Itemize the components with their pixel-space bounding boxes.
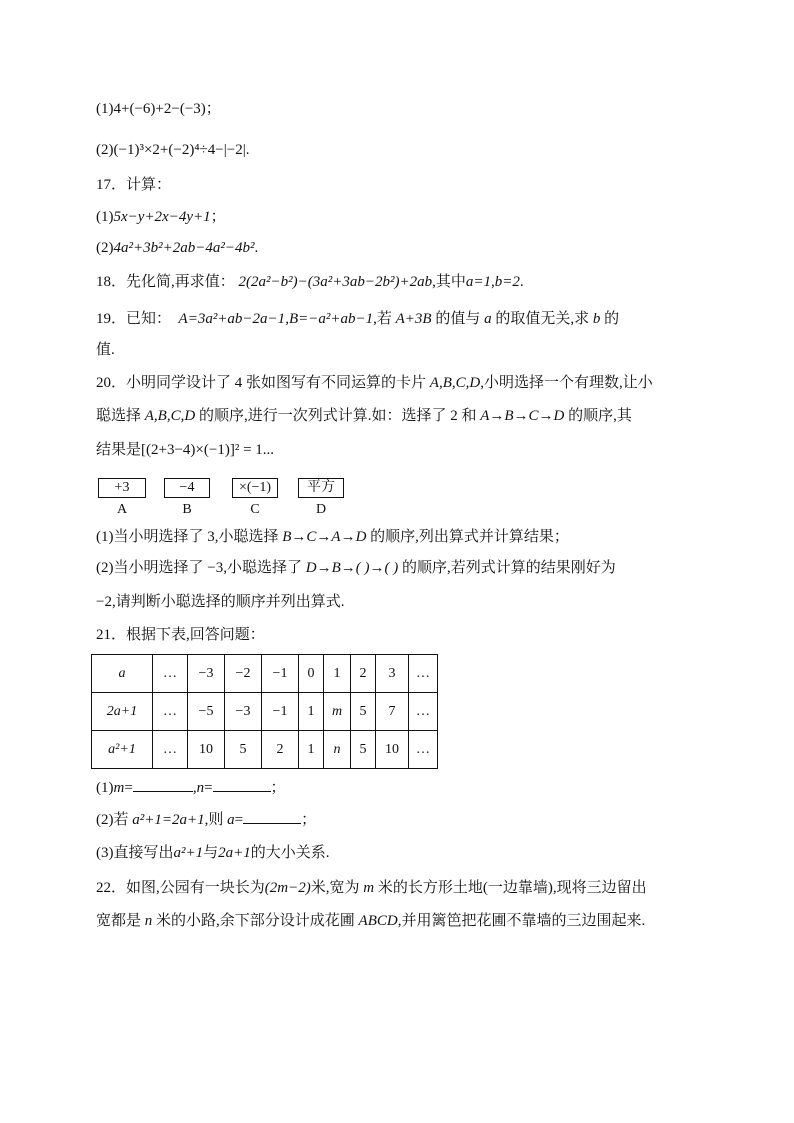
table-cell: … <box>153 693 188 731</box>
q19-line-2: 值. <box>96 342 115 358</box>
equals: = <box>204 780 213 796</box>
card-vars: A,B,C,D <box>429 375 481 391</box>
item-label: (1) <box>96 101 114 117</box>
answer-blank-m[interactable] <box>133 791 193 792</box>
q17-item-1 <box>96 207 226 227</box>
table-cell: 7 <box>376 693 409 731</box>
question-text: 米,宽为 <box>310 880 360 896</box>
card-d: 平方 <box>298 478 344 498</box>
table-cell: … <box>409 693 438 731</box>
question-text: ,小聪选择了 <box>223 560 302 576</box>
table-cell: a²+1 <box>92 731 153 769</box>
math-expression: 2(2a²−b²)−(3a²+3ab−2b²)+2ab <box>238 274 433 290</box>
table-cell: a <box>92 655 153 693</box>
variable-n: n <box>196 780 205 796</box>
question-text: 已知： <box>126 311 172 327</box>
question-text: ,则 <box>204 812 224 828</box>
table-cell: −1 <box>262 655 299 693</box>
q16-item-1 <box>96 99 221 119</box>
question-number: 22． <box>96 880 127 896</box>
punctuation: . <box>519 274 524 290</box>
question-text: 的顺序,若列式计算的结果刚好为 <box>401 560 616 576</box>
question-text: 宽都是 <box>96 913 142 929</box>
table-cell: −5 <box>188 693 225 731</box>
question-text: 的值与 <box>435 311 481 327</box>
condition: a=1,b=2 <box>465 274 520 290</box>
q18-line <box>96 272 524 292</box>
math-expression: 5x−y+2x−4y+1 <box>113 209 211 225</box>
q19-line-1 <box>96 309 619 329</box>
q22-line-2 <box>96 911 645 931</box>
question-text: 聪选择 <box>96 408 142 424</box>
q20-sub-2-cont <box>96 592 344 612</box>
question-text: ,并用篱笆把花圃不靠墙的三边围起来. <box>397 913 646 929</box>
table-cell: 5 <box>225 731 262 769</box>
q21-sub-3 <box>96 843 330 863</box>
card-c: ×(−1) <box>232 478 278 498</box>
card-c-label: C <box>250 502 260 517</box>
table-cell: −2 <box>225 655 262 693</box>
expression: 2a+1 <box>218 845 251 861</box>
punctuation: . <box>245 142 250 158</box>
table-cell: 5 <box>351 693 376 731</box>
table-cell: −3 <box>188 655 225 693</box>
card-a-label: A <box>116 502 128 517</box>
q20-sub-2 <box>96 558 616 578</box>
question-text: 的大小关系. <box>250 845 330 861</box>
question-text: 米的长方形土地(一边靠墙),现将三边留出 <box>377 880 647 896</box>
question-text: ,小明选择一个有理数,让小 <box>480 375 653 391</box>
table-cell: 10 <box>188 731 225 769</box>
table-cell: 1 <box>324 655 351 693</box>
value-table <box>91 654 438 769</box>
question-text: 米的小路,余下部分设计成花圃 <box>156 913 355 929</box>
punctuation: ； <box>301 812 317 828</box>
equals: = <box>234 812 244 828</box>
table-cell: … <box>409 731 438 769</box>
question-text: ,若 <box>373 311 392 327</box>
answer-blank-a[interactable] <box>243 823 301 824</box>
table-row <box>92 731 438 769</box>
question-text: 的取值无关,求 <box>495 311 590 327</box>
table-cell: … <box>153 731 188 769</box>
variable-b: b <box>592 311 601 327</box>
table-cell: −3 <box>225 693 262 731</box>
q21-sub-2 <box>96 810 316 830</box>
question-text: (2)若 <box>96 812 129 828</box>
question-number: 18． <box>96 274 127 290</box>
question-text: (3)直接写出 <box>96 845 174 861</box>
sequence: A→B→C→D <box>480 408 565 424</box>
separator: , <box>192 780 197 796</box>
question-text: 如图,公园有一块长为 <box>126 880 265 896</box>
variable-a: a <box>227 812 235 828</box>
question-text: 的 <box>604 311 620 327</box>
table-cell: … <box>153 655 188 693</box>
q20-line-1 <box>96 373 653 393</box>
table-cell: 2a+1 <box>92 693 153 731</box>
q21-title: 21．根据下表,回答问题： <box>96 627 265 643</box>
equals: = <box>124 780 133 796</box>
q20-line-3 <box>96 440 274 460</box>
question-text: 结果是 <box>96 442 142 458</box>
variable-m: m <box>113 780 125 796</box>
table-cell: 3 <box>376 655 409 693</box>
answer-blank-n[interactable] <box>213 791 271 792</box>
card-vars: A,B,C,D <box>144 408 196 424</box>
table-cell: 5 <box>351 731 376 769</box>
question-text: 的顺序,列出算式并计算结果； <box>370 529 569 545</box>
table-cell: 1 <box>299 731 324 769</box>
question-text: 小明同学设计了 4 张如图写有不同运算的卡片 <box>126 375 427 391</box>
math-expression: (−1)³×2+(−2)⁴÷4−|−2| <box>113 142 246 158</box>
table-cell: 10 <box>376 731 409 769</box>
question-number: 19． <box>96 311 127 327</box>
q17-item-2 <box>96 238 258 258</box>
table-cell: … <box>409 655 438 693</box>
punctuation: . <box>254 240 259 256</box>
item-label: (1) <box>96 209 114 225</box>
question-text: ,其中 <box>432 274 466 290</box>
example-expression: [(2+3−4)×(−1)]² = 1 <box>141 442 263 458</box>
question-text: (1)当小明选择了 3,小聪选择 <box>96 529 279 545</box>
question-text: ,请判断小聪选择的顺序并列出算式. <box>111 594 345 610</box>
table-cell: −1 <box>262 693 299 731</box>
question-text: 的顺序,其 <box>568 408 632 424</box>
expression: a²+1 <box>173 845 204 861</box>
q22-line-1 <box>96 878 647 898</box>
length-expression: (2m−2) <box>264 880 311 896</box>
table-cell: 0 <box>299 655 324 693</box>
ellipsis: ... <box>262 442 275 458</box>
punctuation: ； <box>205 101 221 117</box>
variable-a: a <box>484 311 492 327</box>
q20-sub-1 <box>96 527 569 547</box>
question-number: 20． <box>96 375 127 391</box>
question-text: 与 <box>203 845 219 861</box>
variable-m: m <box>363 880 375 896</box>
card-d-label: D <box>315 502 327 517</box>
math-expression: 4+(−6)+2−(−3) <box>113 101 206 117</box>
question-text: 的顺序,进行一次列式计算.如：选择了 2 和 <box>198 408 477 424</box>
expression-b: ,B=−a²+ab−1 <box>285 311 374 327</box>
equation: a²+1=2a+1 <box>132 812 205 828</box>
punctuation: ； <box>210 209 226 225</box>
expression-a: A=3a²+ab−2a−1 <box>178 311 286 327</box>
expression-a-3b: A+3B <box>395 311 432 327</box>
table-row <box>92 693 438 731</box>
table-row <box>92 655 438 693</box>
q16-item-2 <box>96 140 249 160</box>
card-b: −4 <box>164 478 210 498</box>
question-text: 先化简,再求值： <box>126 274 235 290</box>
garden-name: ABCD <box>358 913 398 929</box>
table-cell: n <box>324 731 351 769</box>
punctuation: ； <box>270 780 286 796</box>
card-a: +3 <box>98 478 146 498</box>
sequence: B→C→A→D <box>282 529 367 545</box>
table-cell: m <box>324 693 351 731</box>
table-cell: 2 <box>262 731 299 769</box>
math-expression: 4a²+3b²+2ab−4a²−4b² <box>113 240 255 256</box>
table-cell: 2 <box>351 655 376 693</box>
question-text: (2)当小明选择了 <box>96 560 204 576</box>
item-label: (2) <box>96 240 114 256</box>
q17-title: 17．计算： <box>96 177 172 193</box>
item-label: (2) <box>96 142 114 158</box>
q20-line-2 <box>96 406 632 426</box>
number: −2 <box>96 594 112 610</box>
variable-n: n <box>144 913 153 929</box>
q21-sub-1 <box>96 778 286 798</box>
sequence: D→B→( )→( ) <box>305 560 399 576</box>
table-cell: 1 <box>299 693 324 731</box>
item-label: (1) <box>96 780 114 796</box>
card-b-label: B <box>182 502 192 517</box>
number: −3 <box>207 560 224 576</box>
